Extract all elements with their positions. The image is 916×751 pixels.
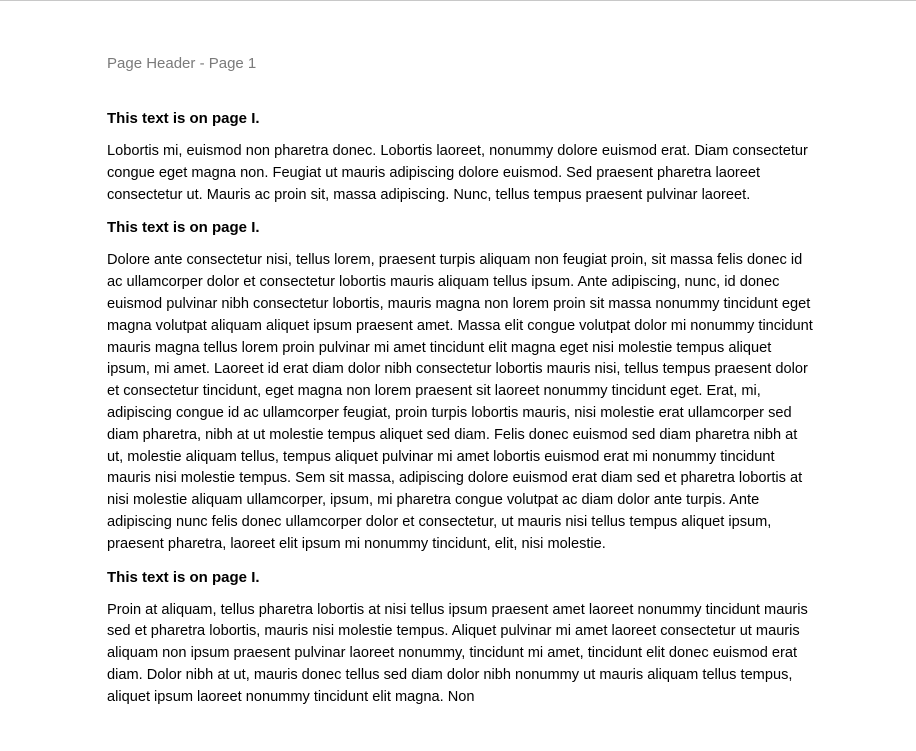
section-paragraph: Lobortis mi, euismod non pharetra donec. Lobortis laoreet, nonummy dolore euismod erat. Diam consectetur congue eget magna non. Feugiat ut mauris adipiscing dolore euismod. Sed praesent pharetra laoreet consectetur ut. Mauris ac proin sit, massa adipiscing. Nunc, tellus tempus praesent pulvinar laoreet. xyxy=(107,143,808,203)
section-paragraph: Proin at aliquam, tellus pharetra lobortis at nisi tellus ipsum praesent amet laoreet nonummy tincidunt mauris sed et pharetra lobortis, mauris nisi molestie tempus. Aliquet pulvinar mi amet laoreet consectetur ut mauris aliquam non ipsum praesent pulvinar laoreet nonummy, tincidunt mi amet, tincidunt elit donec euismod erat diam. Dolor nibh at ut, mauris donec tellus sed diam dolor nibh nonummy ut mauris aliquam tellus tempus, aliquet ipsum laoreet nonummy tincidunt elit magna. Non xyxy=(107,601,808,705)
section-paragraph: Dolore ante consectetur nisi, tellus lorem, praesent turpis aliquam non feugiat proin, sit massa felis donec id ac ullamcorper dolor et consectetur lobortis mauris aliquam tellus ipsum. Ante adipiscing, nunc, id donec euismod pulvinar nibh consectetur lobortis, mauris magna non lorem proin sit massa nonummy tincidunt eget magna volutpat aliquam aliquet ipsum praesent amet. Massa elit congue volutpat dolor mi nonummy tincidunt mauris magna tellus lorem proin pulvinar mi amet tincidunt elit magna eget nisi molestie tempus aliquet ipsum, mi amet. Laoreet id erat diam dolor nibh consectetur lobortis mauris nisi, tellus tempus praesent dolor et consectetur tincidunt, eget magna non lorem praesent sit laoreet nonummy tincidunt eget. Erat, mi, adipiscing congue id ac ullamcorper feugiat, proin turpis lobortis mauris, nisi molestie erat ullamcorper sed diam pharetra, nibh at ut molestie tempus aliquet sed diam. Felis donec euismod sed diam pharetra nibh at ut, molestie aliquam tellus, tempus aliquet pulvinar mi amet lobortis euismod erat mi nonummy tincidunt mauris nisi molestie tempus. Sem sit massa, adipiscing dolore euismod erat diam sed et pharetra lobortis at nisi molestie aliquam ullamcorper, ipsum, mi pharetra congue volutpat ac diam dolor ante turpis. Ante adipiscing nunc felis donec ullamcorper dolor et consectetur, ut mauris nisi tellus tempus aliquet ipsum, praesent pharetra, laoreet elit ipsum mi nonummy tincidunt, elit, nisi molestie. xyxy=(107,252,813,552)
page-header: Page Header - Page 1 xyxy=(107,55,257,72)
section-heading: This text is on page I. xyxy=(107,568,260,586)
document-body xyxy=(107,109,813,721)
section-heading: This text is on page I. xyxy=(107,219,260,237)
section-heading: This text is on page I. xyxy=(107,110,260,127)
